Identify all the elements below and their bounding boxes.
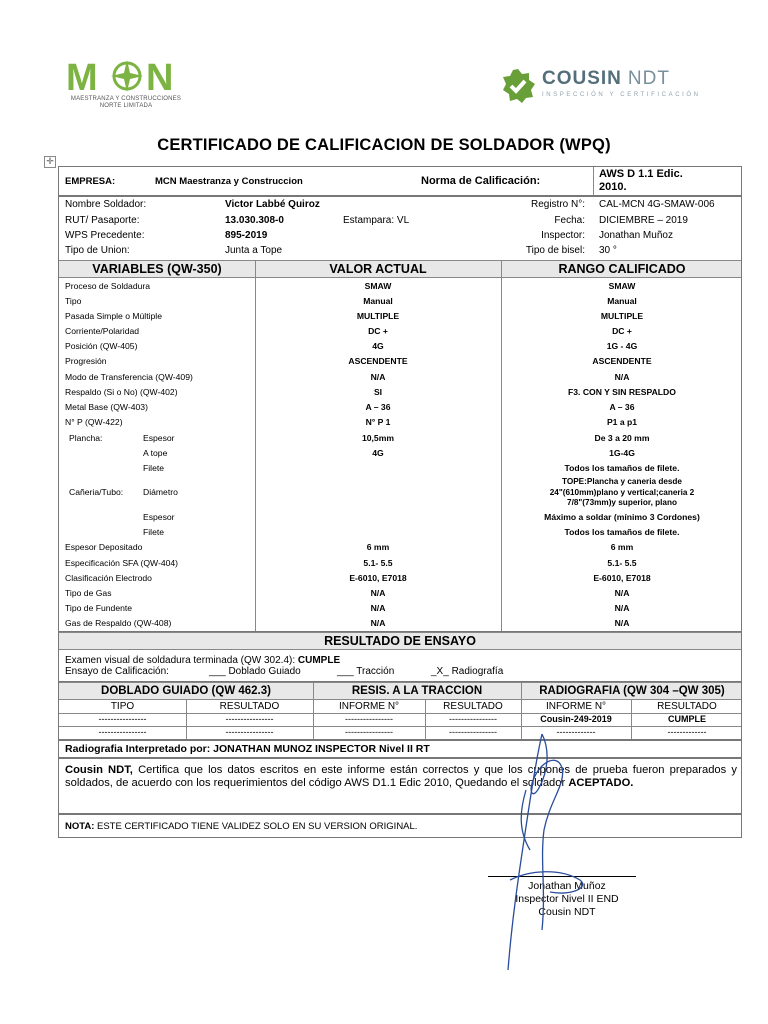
company-section [58, 166, 742, 196]
cousin-logo-tagline: INSPECCIÓN Y CERTIFICACIÓN [542, 92, 701, 98]
cousin-logo [500, 66, 735, 106]
resultado-header: RESULTADO DE ENSAYO [59, 632, 741, 650]
doblado-header: DOBLADO GUIADO (QW 462.3) [101, 685, 271, 697]
table-move-handle-icon[interactable]: ✛ [44, 156, 56, 168]
mcn-logo-graphic [64, 56, 189, 96]
cousin-logo-word: COUSIN NDT [542, 68, 670, 89]
main-table: Nombre Soldador: Victor Labbé Quiroz RUT/ Pasaporte: 13.030.308-0 Estampara: VL WPS Precedente: 895-2019 Tipo de Union: Junta a Tope Registro N°: CAL-MCN 4G-SMAW-006 Fecha: DICIEMBRE – 2019 Inspector: Jonathan Muñoz Tipo de bisel: 30 ° VARIABLES (QW-350) VALOR ACTUAL RANGO CALIFICADO Proceso de Soldadura SMAW SMAW Tipo Manual Manual Pasada Simple o Múltiple MULTIPLE MULTIPLE Corriente/Polaridad DC + DC + Posición (QW-405) 4G 1G - 4G Progresión ASCENDENTE ASCENDENTE Modo de Transferencia (QW-409) N/A N/A Respaldo (Si o No) (QW-402) SI F3. CON Y SIN RESPALDO Metal Base (QW-403) A – 36 A – 36 N° P (QW-422) N° P 1 P1 a p1 Plancha: Espesor 10,5mm De 3 a 20 mm A tope 4G 1G-4G Filete Todos los tamaños de filete. TOPE:Plancha y caneria desde Cañeria/Tubo: Diámetro 24"(610mm)plano y vertical;caneria 2 7/8"(73mm)y superior, plano Espesor Máximo a soldar (mínimo 3 Cordones) Filete Todos los tamaños de filete. Espesor Depositado 6 mm 6 mm Especificación SFA (QW-404) 5.1- 5.5 5.1- 5.5 Clasificación Electrodo E-6010, E7018 E-6010, E7018 Tipo de Gas N/A N/A Tipo de Fundente N/A N/A Gas de Respaldo (QW-408) N/A N/A [58, 196, 742, 632]
signature-company: Cousin NDT [538, 906, 596, 918]
norma-value-line1: AWS D 1.1 Edic. [599, 168, 683, 180]
rut-value: 13.030.308-0 [225, 215, 284, 226]
nota-text: NOTA: ESTE CERTIFICADO TIENE VALIDEZ SOLO EN SU VERSION ORIGINAL. [65, 821, 418, 832]
registro-value: CAL-MCN 4G-SMAW-006 [599, 199, 715, 210]
registro-label: Registro N°: [530, 199, 585, 210]
union-value: Junta a Tope [225, 245, 283, 256]
fecha-value: DICIEMBRE – 2019 [599, 215, 688, 226]
interpretado-text: Radiografia Interpretado por: JONATHAN MUNOZ INSPECTOR Nivel II RT [65, 743, 430, 755]
variables-header [59, 260, 741, 278]
norma-value-line2: 2010. [599, 181, 627, 193]
empresa-label: EMPRESA: [65, 176, 116, 187]
nombre-value: Victor Labbé Quiroz [225, 199, 320, 210]
svg-text:M: M [66, 57, 96, 96]
nota-section [58, 814, 742, 838]
resultado-section [58, 632, 742, 682]
valor-col-header: VALOR ACTUAL [329, 262, 427, 276]
interpretado-section [58, 740, 742, 758]
ensayo-radiografia-option: _X_ Radiografía [431, 666, 504, 677]
examen-visual: Examen visual de soldadura terminada (QW 302.4): CUMPLE [65, 655, 341, 666]
norma-label: Norma de Calificación: [421, 175, 541, 187]
certification-section [58, 758, 742, 814]
wps-label: WPS Precedente: [65, 230, 145, 241]
mcn-logo-subtitle: MAESTRANZA Y CONSTRUCCIONES NORTE LIMITADA [70, 96, 182, 109]
ensayo-traccion-option: ___ Tracción [337, 666, 395, 677]
svg-text:N: N [146, 57, 174, 96]
ensayo-doblado-option: ___ Doblado Guiado [209, 666, 301, 677]
wps-value: 895-2019 [225, 230, 268, 241]
ensayo-label: Ensayo de Calificación: [65, 666, 169, 677]
bisel-value: 30 ° [599, 245, 617, 256]
nombre-label: Nombre Soldador: [65, 199, 147, 210]
rango-col-header: RANGO CALIFICADO [558, 262, 686, 276]
handwritten-signature [470, 730, 600, 980]
page-title: CERTIFICADO DE CALIFICACION DE SOLDADOR (WPQ) [157, 136, 611, 154]
estampa: Estampara: VL [343, 215, 410, 226]
bisel-label: Tipo de bisel: [525, 245, 585, 256]
empresa-value: MCN Maestranza y Construccion [155, 176, 303, 187]
union-label: Tipo de Union: [65, 245, 130, 256]
tests-table: DOBLADO GUIADO (QW 462.3) RESIS. A LA TRACCION RADIOGRAFIA (QW 304 –QW 305) TIPO RESULTADO INFORME N° RESULTADO INFORME N° RESULTADO ---------------- ---------------- ---------------- ---------------- Cousin-249-2019 CUMPLE ---------------- ---------------- ---------------- ---------------- ------------- ------------- [58, 682, 742, 740]
radiografia-header: RADIOGRAFIA (QW 304 –QW 305) [539, 685, 725, 697]
cousin-logo-icon [500, 68, 536, 104]
inspector-label: Inspector: [541, 230, 585, 241]
mcn-logo [64, 56, 189, 114]
tests-header [59, 682, 741, 700]
signature-role: Inspector Nivel II END [515, 893, 619, 905]
fecha-label: Fecha: [554, 215, 585, 226]
rut-label: RUT/ Pasaporte: [65, 215, 140, 226]
inspector-value: Jonathan Muñoz [599, 230, 673, 241]
signature-name: Jonathan Muñoz [528, 880, 606, 892]
variables-col-header: VARIABLES (QW-350) [92, 262, 222, 276]
traccion-header: RESIS. A LA TRACCION [351, 685, 483, 697]
certification-text: Cousin NDT, Certifica que los datos escritos en este informe están correctos y que los cupones de prueba fueron preparados y soldados, de acuerdo con los requerimientos del código AWS D1.1 Edic 2010, Quedando el soldador ACEPTADO. [65, 764, 737, 789]
